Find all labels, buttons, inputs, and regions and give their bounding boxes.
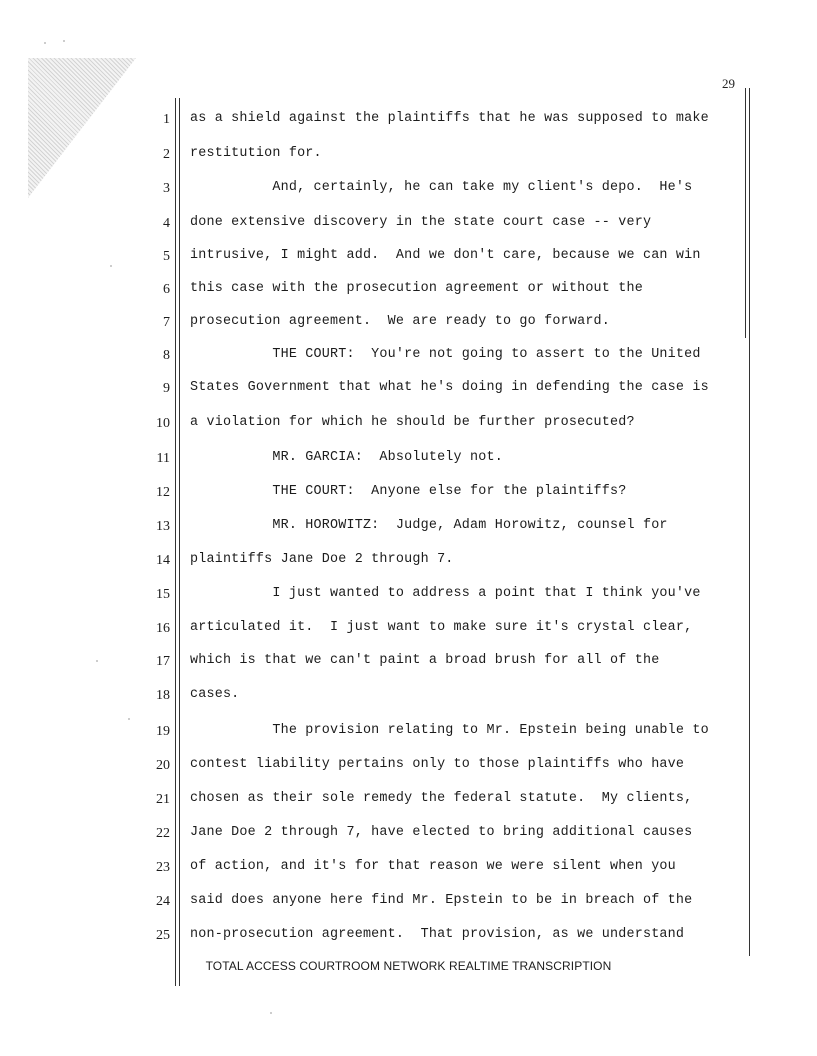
line-number: 13	[156, 519, 170, 534]
transcript-line: a violation for which he should be further prosecuted?	[190, 415, 635, 430]
right-margin-rule	[749, 88, 750, 956]
line-number: 18	[156, 688, 170, 703]
line-number: 23	[156, 860, 170, 875]
transcript-line: cases.	[190, 687, 240, 702]
transcript-line: as a shield against the plaintiffs that he was supposed to make	[190, 111, 709, 126]
line-number: 17	[156, 654, 170, 669]
line-number: 24	[156, 894, 170, 909]
footer-caption: TOTAL ACCESS COURTROOM NETWORK REALTIME TRANSCRIPTION	[205, 959, 612, 973]
line-number: 5	[163, 249, 170, 264]
line-number: 10	[156, 416, 170, 431]
scan-speck	[128, 718, 130, 720]
transcript-line: THE COURT: You're not going to assert to the United	[190, 347, 701, 362]
line-number: 14	[156, 553, 170, 568]
transcript-line: of action, and it's for that reason we were silent when you	[190, 859, 676, 874]
scan-speck	[270, 1012, 272, 1014]
scan-corner-shadow	[28, 58, 136, 198]
page-number: 29	[722, 76, 735, 91]
line-number: 9	[163, 381, 170, 396]
transcript-line: which is that we can't paint a broad brush for all of the	[190, 653, 660, 668]
line-number: 1	[163, 112, 170, 127]
transcript-line: And, certainly, he can take my client's depo. He's	[190, 180, 693, 195]
transcript-line: contest liability pertains only to those plaintiffs who have	[190, 757, 685, 772]
transcript-line: articulated it. I just want to make sure it's crystal clear,	[190, 620, 693, 635]
transcript-line: restitution for.	[190, 146, 322, 161]
line-number: 3	[163, 181, 170, 196]
line-number: 21	[156, 792, 170, 807]
line-number: 2	[163, 147, 170, 162]
left-margin-rule	[179, 98, 180, 986]
line-number: 11	[156, 451, 170, 466]
scan-speck	[44, 42, 46, 44]
transcript-line: The provision relating to Mr. Epstein being unable to	[190, 723, 709, 738]
line-number: 20	[156, 758, 170, 773]
transcript-line: said does anyone here find Mr. Epstein to be in breach of the	[190, 893, 693, 908]
scan-speck	[96, 660, 98, 662]
right-margin-rule	[745, 88, 746, 338]
transcript-line: MR. GARCIA: Absolutely not.	[190, 450, 503, 465]
transcript-line: chosen as their sole remedy the federal statute. My clients,	[190, 791, 693, 806]
transcript-line: done extensive discovery in the state court case -- very	[190, 215, 652, 230]
scan-speck	[110, 265, 112, 267]
line-number: 8	[163, 348, 170, 363]
transcript-line: I just wanted to address a point that I think you've	[190, 586, 701, 601]
transcript-line: Jane Doe 2 through 7, have elected to bring additional causes	[190, 825, 693, 840]
transcript-line: non-prosecution agreement. That provision, as we understand	[190, 927, 685, 942]
transcript-line: MR. HOROWITZ: Judge, Adam Horowitz, counsel for	[190, 518, 668, 533]
transcript-line: prosecution agreement. We are ready to go forward.	[190, 314, 611, 329]
transcript-line: intrusive, I might add. And we don't care, because we can win	[190, 248, 701, 263]
transcript-line: this case with the prosecution agreement or without the	[190, 281, 643, 296]
line-number: 16	[156, 621, 170, 636]
line-number: 7	[163, 315, 170, 330]
line-number: 12	[156, 485, 170, 500]
transcript-line: States Government that what he's doing in defending the case is	[190, 380, 709, 395]
line-number: 19	[156, 724, 170, 739]
left-margin-rule	[175, 98, 176, 986]
transcript-line: plaintiffs Jane Doe 2 through 7.	[190, 552, 454, 567]
line-number: 4	[163, 216, 170, 231]
scan-speck	[63, 40, 65, 42]
line-number: 6	[163, 282, 170, 297]
line-number: 15	[156, 587, 170, 602]
line-number: 25	[156, 928, 170, 943]
transcript-line: THE COURT: Anyone else for the plaintiffs?	[190, 484, 627, 499]
line-number: 22	[156, 826, 170, 841]
